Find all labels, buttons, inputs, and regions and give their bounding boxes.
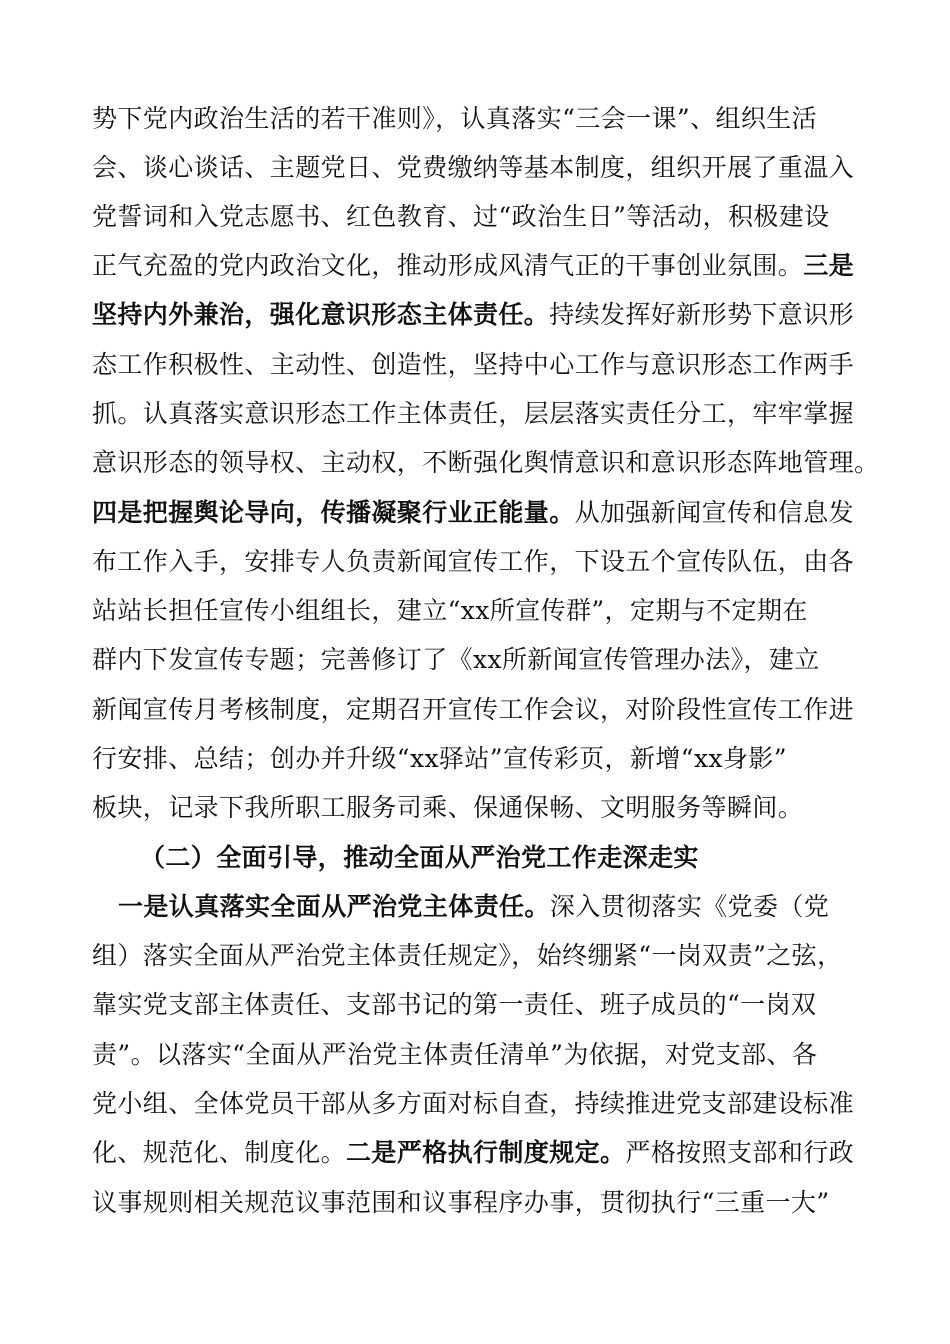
- text-run: 责”。以落实“全面从严治党主体责任清单”为依据，对党支部、各: [92, 1040, 818, 1069]
- text-line: [92, 200, 862, 234]
- section-heading: [140, 841, 910, 875]
- text-line: [118, 890, 888, 924]
- text-line: [92, 397, 862, 431]
- text-run: 党小组、全体党员干部从多方面对标自查，持续推进党支部建设标准: [92, 1089, 855, 1118]
- text-run: 议事规则相关规范议事范围和议事程序办事，贯彻执行“三重一大”: [92, 1188, 830, 1217]
- text-line: [92, 742, 862, 776]
- text-line: [92, 1087, 862, 1121]
- text-line: [92, 988, 862, 1022]
- text-run: 严格按照支部和行政: [625, 1138, 855, 1167]
- text-run: 抓。认真落实意识形态工作主体责任，层层落实责任分工，牢牢掌握: [92, 399, 855, 428]
- text-run: 新闻宣传月考核制度，定期召开宣传工作会议，对阶段性宣传工作进: [92, 695, 855, 724]
- text-line: [92, 446, 880, 480]
- text-run: 态工作积极性、主动性、创造性，坚持中心工作与意识形态工作两手: [92, 350, 855, 379]
- text-line: [92, 1038, 862, 1072]
- text-line: [92, 1136, 862, 1170]
- bold-heading-run: 二是严格执行制度规定。: [346, 1138, 626, 1167]
- text-run: 势下党内政治生活的若干准则》，认真落实“三会一课”、组织生活: [92, 104, 818, 133]
- text-run: 正气充盈的党内政治文化，推动形成风清气正的干事创业氛围。: [92, 251, 804, 280]
- text-run: 行安排、总结；创办并升级“xx驿站”宣传彩页，新增“xx身影”: [92, 744, 787, 773]
- text-run: 板块，记录下我所职工服务司乘、保通保畅、文明服务等瞬间。: [92, 793, 804, 822]
- text-run: 持续发挥好新形势下意识形: [549, 300, 855, 329]
- text-line: [92, 693, 862, 727]
- text-line: [92, 939, 862, 973]
- bold-heading-run: 坚持内外兼治，强化意识形态主体责任。: [92, 300, 550, 329]
- bold-heading-run: 四是把握舆论导向，传播凝聚行业正能量。: [92, 498, 575, 527]
- text-run: 布工作入手，安排专人负责新闻宣传工作，下设五个宣传队伍，由各: [92, 547, 855, 576]
- text-run: 群内下发宣传专题；完善修订了《xx所新闻宣传管理办法》，建立: [92, 645, 820, 674]
- text-line: [92, 298, 862, 332]
- text-line: [92, 348, 862, 382]
- text-run: 党誓词和入党志愿书、红色教育、过“政治生日”等活动，积极建设: [92, 202, 830, 231]
- section-heading-text: （二）全面引导，推动全面从严治党工作走深走实: [140, 843, 699, 872]
- bold-heading-run: 三是: [803, 251, 855, 280]
- text-run: 站站长担任宣传小组组长，建立“xx所宣传群”，定期与不定期在: [92, 596, 808, 625]
- text-line: [92, 249, 862, 283]
- text-line: [92, 643, 862, 677]
- text-run: 化、规范化、制度化。: [92, 1138, 347, 1167]
- text-run: 会、谈心谈话、主题党日、党费缴纳等基本制度，组织开展了重温入: [92, 153, 855, 182]
- text-run: 靠实党支部主体责任、支部书记的第一责任、班子成员的“一岗双: [92, 990, 817, 1019]
- text-run: 组）落实全面从严治党主体责任规定》，始终绷紧“一岗双责”之弦，: [92, 941, 843, 970]
- text-line: [92, 594, 862, 628]
- text-run: 深入贯彻落实《党委（党: [549, 892, 830, 921]
- text-run: 从加强新闻宣传和信息发: [574, 498, 855, 527]
- text-line: [92, 151, 862, 185]
- text-line: [92, 496, 862, 530]
- text-run: 意识形态的领导权、主动权，不断强化舆情意识和意识形态阵地管理。: [92, 448, 880, 477]
- text-line: [92, 102, 862, 136]
- text-line: [92, 1186, 862, 1220]
- text-line: [92, 791, 862, 825]
- bold-heading-run: 一是认真落实全面从严治党主体责任。: [118, 892, 550, 921]
- text-line: [92, 545, 862, 579]
